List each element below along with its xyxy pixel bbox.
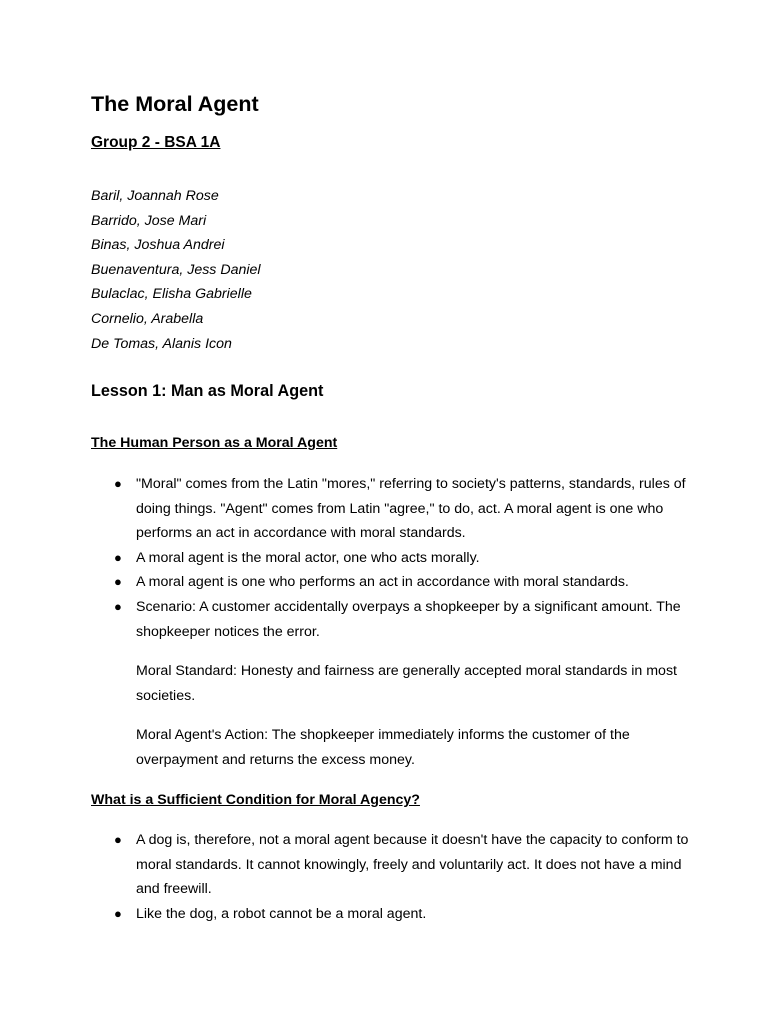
list-item: [91, 472, 691, 546]
list-item: [91, 595, 691, 644]
list-item: [91, 546, 691, 571]
list-item-text: A moral agent is the moral actor, one who acts morally.: [136, 549, 480, 566]
bullet-icon: ●: [114, 598, 122, 614]
member-name: Baril, Joannah Rose: [91, 188, 219, 204]
member-name: Binas, Joshua Andrei: [91, 237, 225, 254]
member-name: Buenaventura, Jess Daniel: [91, 261, 261, 278]
list-item-text: A dog is, therefore, not a moral agent because it doesn't have the capacity to conform to moral standards. It cannot knowingly, freely and voluntarily act. It does not have a mind and freewill.: [136, 832, 689, 898]
document-title: The Moral Agent: [91, 92, 259, 116]
section2-bullet-list: [91, 828, 691, 926]
list-item: [91, 828, 691, 902]
agent-action-paragraph: Moral Agent's Action: The shopkeeper immediately informs the customer of the overpayment and returns the excess money.: [136, 727, 630, 768]
moral-standard-paragraph: Moral Standard: Honesty and fairness are generally accepted moral standards in most societies.: [136, 663, 677, 704]
member-name: De Tomas, Alanis Icon: [91, 335, 232, 352]
member-list: [91, 184, 261, 356]
list-item-text: "Moral" comes from the Latin "mores," referring to society's patterns, standards, rules of doing things. "Agent" comes from Latin "agree," to do, act. A moral agent is one who performs an act in accordance with moral standards.: [136, 476, 686, 542]
list-item: [91, 570, 691, 595]
section-heading-sufficient-condition: What is a Sufficient Condition for Moral Agency?: [91, 792, 420, 808]
list-item: [91, 902, 691, 927]
bullet-icon: ●: [114, 832, 122, 847]
section1-bullet-list: [91, 472, 691, 644]
list-item-text: Like the dog, a robot cannot be a moral agent.: [136, 905, 427, 922]
member-name: Bulaclac, Elisha Gabrielle: [91, 286, 252, 303]
list-item-text: Scenario: A customer accidentally overpays a shopkeeper by a significant amount. The shopkeeper notices the error.: [136, 598, 681, 640]
document-subtitle: Group 2 - BSA 1A: [91, 134, 221, 151]
lesson-heading: Lesson 1: Man as Moral Agent: [91, 382, 324, 400]
bullet-icon: ●: [114, 549, 122, 565]
bullet-icon: ●: [114, 476, 122, 491]
bullet-icon: ●: [114, 905, 122, 921]
member-name: Barrido, Jose Mari: [91, 212, 207, 229]
bullet-icon: ●: [114, 574, 122, 590]
list-item-text: A moral agent is one who performs an act in accordance with moral standards.: [136, 574, 629, 591]
section-heading-human-person: The Human Person as a Moral Agent: [91, 435, 338, 451]
member-name: Cornelio, Arabella: [91, 310, 204, 327]
